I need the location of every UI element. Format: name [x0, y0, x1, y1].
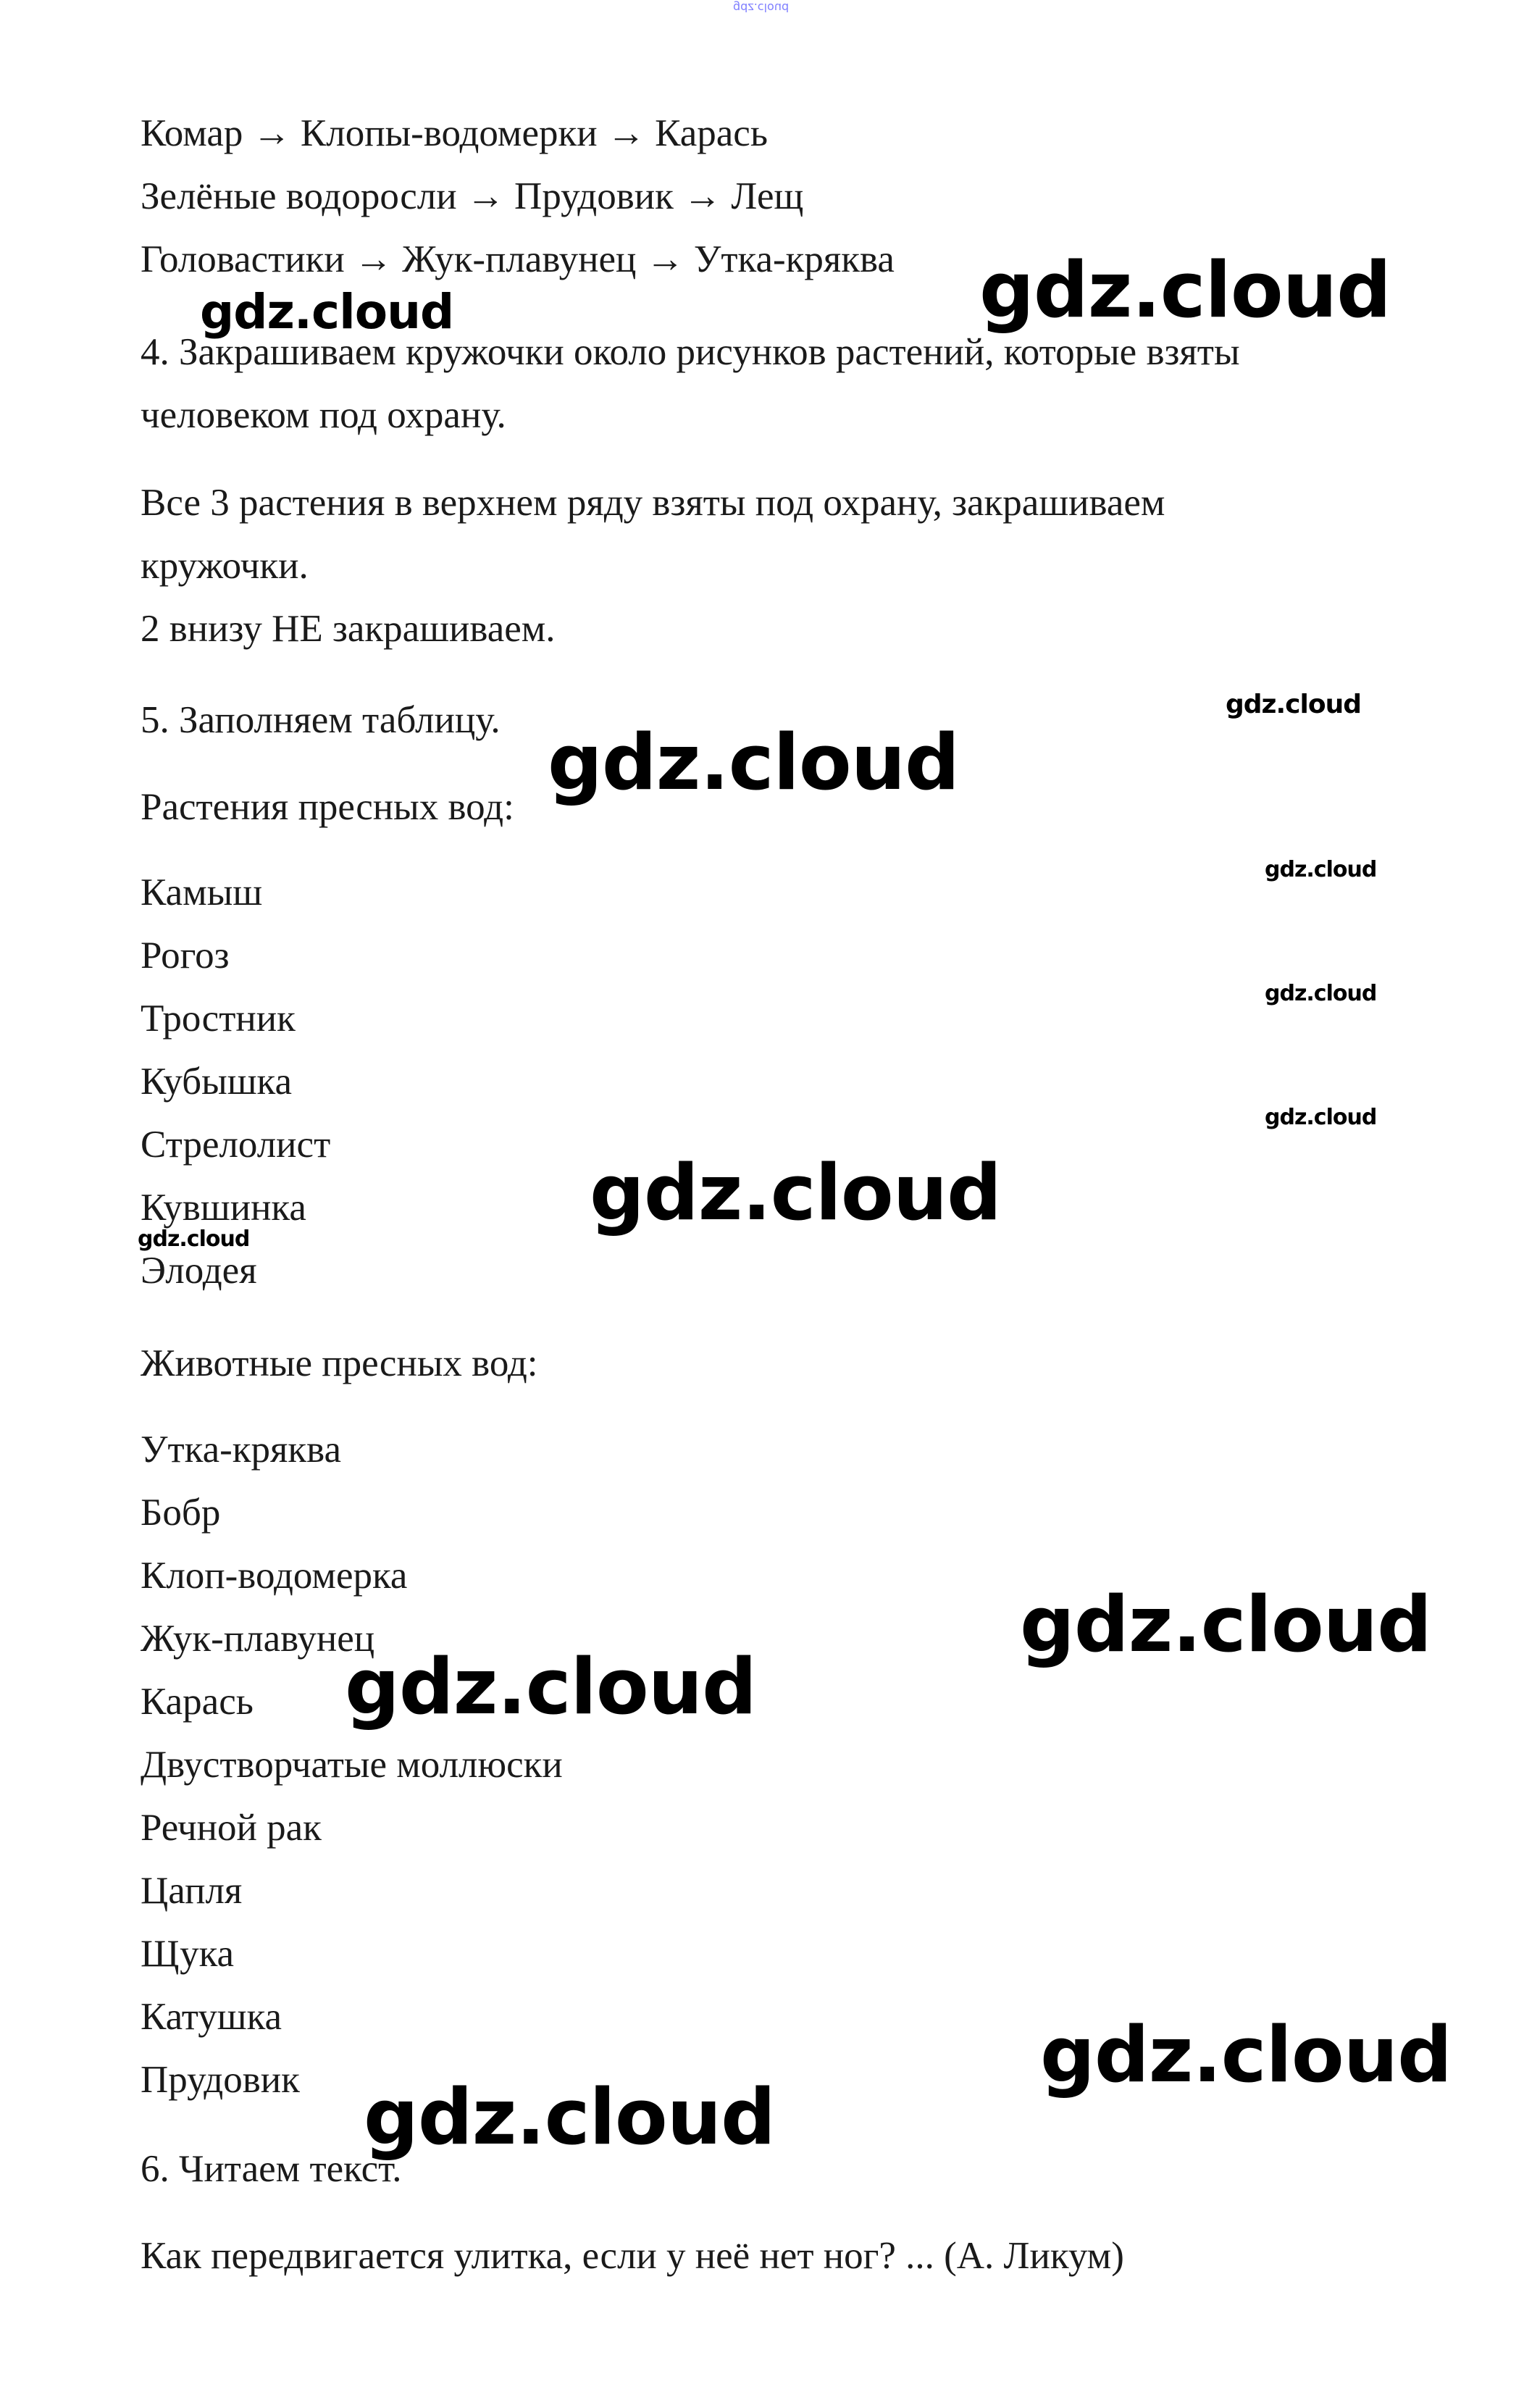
animal-item: Катушка [141, 1996, 282, 2038]
watermark: gdz.cloud [1020, 1580, 1432, 1669]
plant-item: Кубышка [141, 1061, 293, 1103]
watermark: gdz.cloud [1265, 1105, 1377, 1130]
animal-item: Карась [141, 1681, 254, 1723]
top-watermark: gdz.cloud [733, 1, 790, 14]
watermark: gdz.cloud [1265, 981, 1377, 1006]
task4-heading-line2: человеком под охрану. [141, 394, 506, 436]
watermark: gdz.cloud [138, 1226, 250, 1252]
task6-question: Как передвигается улитка, если у неё нет ног? ... (А. Ликум) [141, 2235, 1124, 2277]
task4-answer-line2: кружочки. [141, 545, 309, 587]
watermark: gdz.cloud [364, 2073, 776, 2162]
animal-item: Речной рак [141, 1807, 322, 1849]
plant-item: Элодея [141, 1250, 257, 1292]
watermark: gdz.cloud [1226, 690, 1361, 719]
plant-item: Кувшинка [141, 1187, 306, 1229]
animal-item: Щука [141, 1933, 235, 1975]
watermark: gdz.cloud [548, 718, 960, 807]
animal-item: Двустворчатые моллюски [141, 1744, 563, 1786]
watermark: gdz.cloud [1040, 2010, 1452, 2099]
animal-item: Жук-плавунец [141, 1618, 375, 1660]
animal-item: Прудовик [141, 2059, 300, 2101]
task5-heading: 5. Заполняем таблицу. [141, 699, 501, 741]
food-chain-3: Головастики → Жук-плавунец → Утка-кряква [141, 238, 895, 280]
food-chain-1: Комар → Клопы-водомерки → Карась [141, 112, 768, 154]
animals-title: Животные пресных вод: [141, 1342, 538, 1384]
watermark: gdz.cloud [590, 1148, 1002, 1237]
watermark: gdz.cloud [200, 284, 454, 340]
watermark: gdz.cloud [1265, 857, 1377, 882]
animal-item: Клоп-водомерка [141, 1555, 408, 1597]
animal-item: Цапля [141, 1870, 243, 1912]
plant-item: Тростник [141, 998, 296, 1040]
task6-heading: 6. Читаем текст. [141, 2148, 402, 2190]
task4-answer-line3: 2 внизу НЕ закрашиваем. [141, 608, 556, 650]
watermark: gdz.cloud [979, 246, 1391, 335]
animal-item: Утка-кряква [141, 1429, 342, 1471]
plant-item: Стрелолист [141, 1124, 331, 1166]
plant-item: Камыш [141, 871, 263, 914]
task4-answer-line1: Все 3 растения в верхнем ряду взяты под охрану, закрашиваем [141, 482, 1165, 524]
animal-item: Бобр [141, 1492, 221, 1534]
food-chain-2: Зелёные водоросли → Прудовик → Лещ [141, 175, 804, 217]
plants-title: Растения пресных вод: [141, 786, 514, 828]
plant-item: Рогоз [141, 935, 230, 977]
watermark: gdz.cloud [345, 1642, 757, 1731]
task4-heading-line1: 4. Закрашиваем кружочки около рисунков растений, которые взяты [141, 331, 1240, 373]
